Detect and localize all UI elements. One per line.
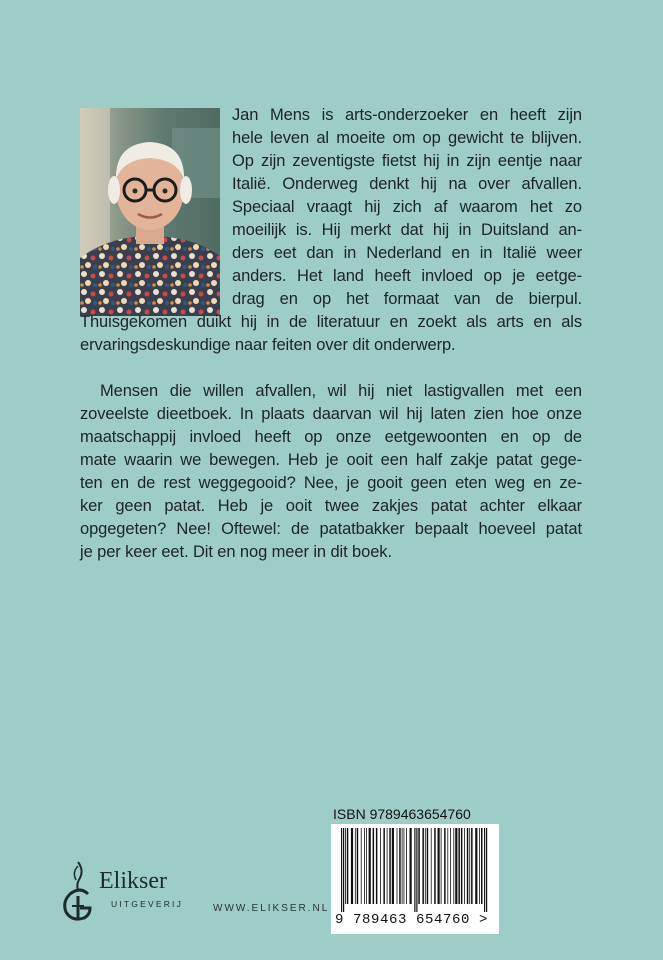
bio-line: Op zijn zeventigste fietst hij in zijn eentje naar — [232, 152, 582, 170]
barcode-bar — [416, 828, 417, 912]
barcode-bar — [431, 828, 432, 904]
barcode-bar — [479, 828, 480, 904]
barcode-bar — [453, 828, 454, 904]
barcode-bar — [389, 828, 391, 904]
isbn-label: ISBN 9789463654760 — [333, 806, 471, 822]
barcode-bar — [464, 828, 465, 904]
blurb-line: zoveelste dieetboek. In plaats daarvan wil hij laten zien hoe onze — [80, 405, 582, 423]
barcode-bar — [486, 828, 487, 912]
blurb-line: mate waarin we bewegen. Heb je ooit een half zakje patat gege- — [80, 451, 582, 469]
barcode-bar — [441, 828, 442, 904]
barcode-bar — [414, 828, 415, 912]
barcode-bar — [427, 828, 429, 904]
blurb-line: Mensen die willen afvallen, wil hij niet lastigvallen met een — [100, 382, 582, 400]
barcode-bar — [404, 828, 405, 904]
barcode-bar — [373, 828, 375, 904]
barcode-bar — [450, 828, 451, 904]
barcode-bar — [406, 828, 407, 904]
blurb-line: opgegeten? Nee! Oftewel: de patatbakker bepaalt hoeveel patat — [80, 520, 582, 538]
barcode-bar — [387, 828, 388, 904]
barcode-bar — [425, 828, 426, 904]
barcode-bar — [364, 828, 365, 904]
publisher-name: Elikser — [99, 868, 167, 894]
barcode-bar — [357, 828, 359, 904]
barcode-bar — [397, 828, 398, 904]
book-blurb — [80, 380, 582, 564]
barcode-bar — [484, 828, 485, 912]
barcode-bar — [438, 828, 440, 904]
author-bio-top — [232, 104, 582, 311]
barcode-bar — [392, 828, 394, 904]
barcode-bar — [343, 828, 344, 912]
author-photo — [80, 108, 220, 316]
barcode-bar — [447, 828, 448, 904]
barcode-bar — [399, 828, 401, 904]
bio-line: anders. Het land heeft invloed op je eetge- — [232, 267, 582, 285]
barcode-bar — [410, 828, 412, 904]
blurb-line: ten en de rest weggegooid? Nee, je gooit geen eten weg en ze- — [80, 474, 582, 492]
blurb-line: je per keer eet. Dit en nog meer in dit boek. — [80, 543, 392, 561]
barcode-digits: 9 789463 654760 > — [335, 912, 489, 928]
bio-line: ervaringsdeskundige naar feiten over dit onderwerp. — [80, 336, 456, 354]
barcode-bar — [376, 828, 378, 904]
barcode-bar — [361, 828, 362, 904]
blurb-line: maatschappij invloed heeft op onze eetgewoonten en op de — [80, 428, 582, 446]
bio-line: moeilijk is. Hij merkt dat hij in Duitsland an- — [232, 221, 582, 239]
publisher-website[interactable]: WWW.ELIKSER.NL — [213, 903, 330, 914]
blurb-line: ker geen patat. Heb je ooit twee zakjes patat achter elkaar — [80, 497, 582, 515]
barcode-bars — [331, 824, 499, 912]
barcode-bar — [475, 828, 477, 904]
bio-line: ders eet dan in Nederland en in Italië weer — [232, 244, 582, 262]
barcode-bar — [455, 828, 457, 904]
barcode-bar — [444, 828, 446, 904]
barcode-bar — [461, 828, 463, 904]
barcode-bar — [471, 828, 473, 904]
bio-line: Jan Mens is arts-onderzoeker en heeft zijn — [232, 106, 582, 124]
barcode-bar — [422, 828, 424, 904]
bio-line: Speciaal vraagt hij zich af waarom het zo — [232, 198, 582, 216]
barcode-bar — [351, 828, 353, 904]
barcode-bar — [355, 828, 356, 904]
bio-line: drag en op het formaat van de bierpul. — [232, 290, 582, 308]
barcode-bar — [469, 828, 470, 904]
barcode-bar — [458, 828, 460, 904]
barcode-bar — [345, 828, 346, 904]
barcode-bar — [481, 828, 483, 904]
barcode-bar — [434, 828, 436, 904]
author-bio-bottom — [80, 311, 582, 357]
barcode-bar — [366, 828, 367, 904]
barcode-bar — [402, 828, 403, 904]
bio-line: hele leven al moeite om op gewicht te blijven. — [232, 129, 582, 147]
bio-line: Thuisgekomen duikt hij in de literatuur en zoekt als arts en als — [80, 313, 582, 331]
barcode-bar — [383, 828, 385, 904]
barcode-bar — [418, 828, 420, 904]
barcode-bar — [341, 828, 342, 912]
publisher-logo-icon — [58, 860, 98, 924]
publisher-subtitle: UITGEVERIJ — [111, 899, 184, 909]
barcode-bar — [347, 828, 349, 904]
barcode-bar — [380, 828, 381, 904]
bio-line: Italië. Onderweg denkt hij na over afvallen. — [232, 175, 582, 193]
barcode-bar — [369, 828, 371, 904]
barcode-bar — [467, 828, 469, 904]
